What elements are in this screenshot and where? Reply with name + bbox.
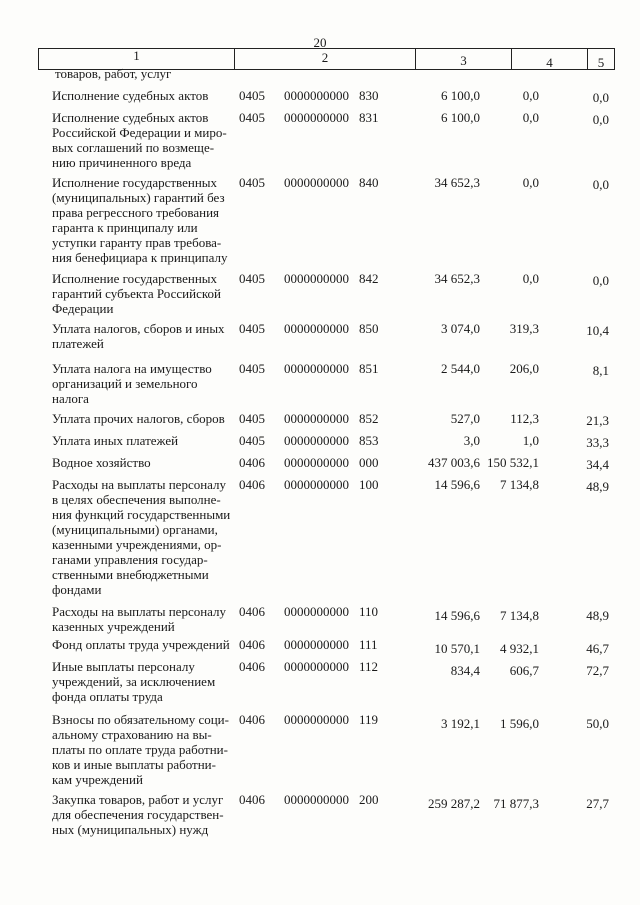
continuation-text: товаров, работ, услуг <box>55 66 172 81</box>
row-value-percent: 0,0 <box>592 273 609 288</box>
row-value-plan: 834,4 <box>450 663 480 678</box>
row-section-code: 0406 <box>239 712 265 727</box>
row-value-percent: 48,9 <box>586 608 609 623</box>
row-target-code: 0000000000 <box>284 604 349 619</box>
row-value-plan: 259 287,2 <box>428 796 480 811</box>
row-value-plan: 3 074,0 <box>441 321 480 336</box>
row-value-plan: 6 100,0 <box>441 88 480 103</box>
row-value-actual: 0,0 <box>522 88 539 103</box>
row-value-plan: 14 596,6 <box>434 477 480 492</box>
row-section-code: 0405 <box>239 321 265 336</box>
row-expense-type: 853 <box>359 433 379 448</box>
row-value-actual: 7 134,8 <box>500 608 539 623</box>
row-expense-type: 842 <box>359 271 379 286</box>
row-section-code: 0406 <box>239 604 265 619</box>
row-target-code: 0000000000 <box>284 110 349 125</box>
row-expense-type: 840 <box>359 175 379 190</box>
row-value-percent: 50,0 <box>586 716 609 731</box>
row-section-code: 0405 <box>239 175 265 190</box>
row-value-actual: 4 932,1 <box>500 641 539 656</box>
row-expense-type: 850 <box>359 321 379 336</box>
row-section-code: 0405 <box>239 411 265 426</box>
header-divider <box>234 69 615 70</box>
row-value-actual: 319,3 <box>509 321 539 336</box>
row-value-plan: 14 596,6 <box>434 608 480 623</box>
row-expense-type: 831 <box>359 110 379 125</box>
row-value-plan: 527,0 <box>450 411 480 426</box>
row-value-actual: 7 134,8 <box>500 477 539 492</box>
row-value-plan: 34 652,3 <box>434 175 480 190</box>
row-name: Расходы на выплаты персоналу в целях обеспечения выполне- ния функций государственными (муниципальными) органами, казенными учреждениями, ор- ганами управления государ- ственными внебюджетными фондами <box>52 477 231 597</box>
row-target-code: 0000000000 <box>284 321 349 336</box>
row-section-code: 0405 <box>239 433 265 448</box>
row-expense-type: 100 <box>359 477 379 492</box>
row-value-plan: 3,0 <box>463 433 480 448</box>
row-section-code: 0406 <box>239 477 265 492</box>
row-target-code: 0000000000 <box>284 175 349 190</box>
row-value-plan: 437 003,6 <box>428 455 480 470</box>
row-value-actual: 1,0 <box>522 433 539 448</box>
row-target-code: 0000000000 <box>284 792 349 807</box>
row-value-actual: 71 877,3 <box>493 796 539 811</box>
row-name: Иные выплаты персоналу учреждений, за исключением фонда оплаты труда <box>52 659 216 704</box>
row-value-actual: 150 532,1 <box>487 455 539 470</box>
row-target-code: 0000000000 <box>284 433 349 448</box>
row-section-code: 0405 <box>239 110 265 125</box>
row-section-code: 0405 <box>239 271 265 286</box>
row-target-code: 0000000000 <box>284 271 349 286</box>
header-col-5: 5 <box>587 48 615 70</box>
row-expense-type: 852 <box>359 411 379 426</box>
row-name: Уплата налогов, сборов и иных платежей <box>52 321 225 351</box>
row-name: Исполнение судебных актов <box>52 88 209 103</box>
row-value-percent: 48,9 <box>586 479 609 494</box>
header-col-2: 2 <box>234 48 415 70</box>
row-value-plan: 3 192,1 <box>441 716 480 731</box>
row-section-code: 0405 <box>239 361 265 376</box>
header-col-4: 4 <box>511 48 587 70</box>
page-number: 20 <box>313 35 327 50</box>
row-value-percent: 34,4 <box>586 457 609 472</box>
row-expense-type: 111 <box>359 637 378 652</box>
row-expense-type: 112 <box>359 659 379 674</box>
row-value-percent: 72,7 <box>586 663 609 678</box>
row-expense-type: 851 <box>359 361 379 376</box>
row-name: Расходы на выплаты персоналу казенных учреждений <box>52 604 227 634</box>
row-value-percent: 8,1 <box>592 363 609 378</box>
row-target-code: 0000000000 <box>284 361 349 376</box>
row-name: Водное хозяйство <box>52 455 151 470</box>
row-value-percent: 21,3 <box>586 413 609 428</box>
row-value-percent: 0,0 <box>592 90 609 105</box>
row-expense-type: 119 <box>359 712 379 727</box>
row-value-percent: 27,7 <box>586 796 609 811</box>
row-value-actual: 0,0 <box>522 175 539 190</box>
row-expense-type: 200 <box>359 792 379 807</box>
row-expense-type: 830 <box>359 88 379 103</box>
row-value-actual: 206,0 <box>509 361 539 376</box>
row-section-code: 0405 <box>239 88 265 103</box>
row-name: Уплата прочих налогов, сборов <box>52 411 225 426</box>
row-section-code: 0406 <box>239 637 265 652</box>
row-value-percent: 33,3 <box>586 435 609 450</box>
row-value-percent: 46,7 <box>586 641 609 656</box>
row-target-code: 0000000000 <box>284 455 349 470</box>
header-col-1: 1 <box>38 48 234 70</box>
row-value-plan: 6 100,0 <box>441 110 480 125</box>
row-value-actual: 606,7 <box>509 663 539 678</box>
row-value-plan: 34 652,3 <box>434 271 480 286</box>
row-section-code: 0406 <box>239 455 265 470</box>
row-expense-type: 110 <box>359 604 379 619</box>
row-target-code: 0000000000 <box>284 477 349 492</box>
row-value-plan: 10 570,1 <box>434 641 480 656</box>
row-name: Исполнение государственных гарантий субъекта Российской Федерации <box>52 271 221 316</box>
row-target-code: 0000000000 <box>284 712 349 727</box>
row-value-percent: 0,0 <box>592 112 609 127</box>
row-value-actual: 1 596,0 <box>500 716 539 731</box>
row-expense-type: 000 <box>359 455 379 470</box>
row-name: Фонд оплаты труда учреждений <box>52 637 230 652</box>
row-target-code: 0000000000 <box>284 88 349 103</box>
row-name: Уплата налога на имущество организаций и земельного налога <box>52 361 212 406</box>
row-value-actual: 0,0 <box>522 271 539 286</box>
row-value-plan: 2 544,0 <box>441 361 480 376</box>
row-value-actual: 112,3 <box>510 411 539 426</box>
row-name: Исполнение государственных (муниципальных) гарантий без права регрессного требования гаранта к принципалу или уступки гаранту прав требова- ния бенефициара к принципалу <box>52 175 228 265</box>
row-section-code: 0406 <box>239 792 265 807</box>
row-section-code: 0406 <box>239 659 265 674</box>
row-target-code: 0000000000 <box>284 659 349 674</box>
row-value-percent: 0,0 <box>592 177 609 192</box>
row-target-code: 0000000000 <box>284 637 349 652</box>
row-target-code: 0000000000 <box>284 411 349 426</box>
row-value-actual: 0,0 <box>522 110 539 125</box>
header-col-3: 3 <box>415 48 511 70</box>
row-name: Взносы по обязательному соци- альному страхованию на вы- платы по оплате труда работни- ков и иные выплаты работни- кам учреждений <box>52 712 229 787</box>
row-name: Закупка товаров, работ и услуг для обеспечения государствен- ных (муниципальных) нужд <box>52 792 224 837</box>
row-name: Исполнение судебных актов Российской Федерации и миро- вых соглашений по возмеще- нию причиненного вреда <box>52 110 227 170</box>
row-name: Уплата иных платежей <box>52 433 179 448</box>
row-value-percent: 10,4 <box>586 323 609 338</box>
